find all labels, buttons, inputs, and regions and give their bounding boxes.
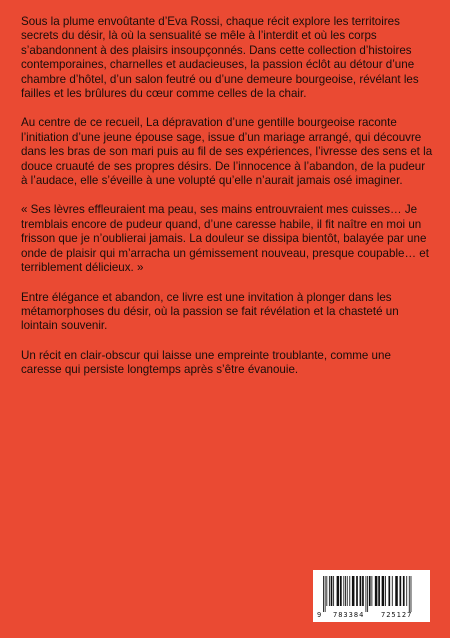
barcode-bar xyxy=(388,576,390,606)
barcode-first-digit: 9 xyxy=(317,611,322,619)
barcode-bar xyxy=(382,576,385,606)
barcode-left-group: 783384 xyxy=(333,611,365,619)
barcode-bar xyxy=(326,576,327,606)
barcode-bar xyxy=(356,576,358,606)
barcode-bar xyxy=(406,576,407,606)
barcode-bar xyxy=(333,576,334,606)
barcode-bar xyxy=(345,576,346,606)
barcode-bar xyxy=(378,576,380,606)
barcode-bar xyxy=(395,576,398,606)
paragraph-intro: Sous la plume envoûtante d’Eva Rossi, chaque récit explore les territoires secrets du désir, là où la sensualité se mêle à l’interdit et où les corps s’abandonnent à des plaisirs insoupçonnés. Dans cette collection d’histoires contemporaines, charnelles et audacieuses, la passion éclôt au détour d’une chambre d’hôtel, d’un salon feutré ou d’une demeure bourgeoise, révélant les failles et les brûlures du cœur comme celles de la chair. xyxy=(21,15,419,101)
barcode-bar xyxy=(375,576,378,606)
barcode-bar xyxy=(360,576,362,606)
barcode-bar xyxy=(371,576,372,606)
paragraph-invitation: Entre élégance et abandon, ce livre est une invitation à plonger dans les métamorphoses du désir, où la passion se fait révélation et la chasteté un lointain souvenir. xyxy=(21,290,399,333)
barcode-bar xyxy=(400,576,402,606)
paragraph-excerpt: « Ses lèvres effleuraient ma peau, ses mains entrouvraient mes cuisses… Je tremblais encore de pudeur quand, d’une caresse habile, il fit naître en moi un frisson que je n’oublierai jamais. La douleur se dissipa bientôt, balayée par une onde de plaisir qui m’arracha un gémissement nouveau, presque coupable… et terriblement délicieux. » xyxy=(21,203,429,275)
barcode-right-group: 725127 xyxy=(381,611,413,619)
barcode-bar xyxy=(325,576,326,612)
barcode-bar xyxy=(331,576,333,606)
barcode-digits xyxy=(317,611,426,619)
barcode-bar xyxy=(366,576,367,612)
barcode-bar xyxy=(392,576,393,606)
barcode-bar xyxy=(403,576,405,606)
barcode-bar xyxy=(340,576,342,606)
barcode-bar xyxy=(367,576,368,612)
barcode-bars xyxy=(323,576,420,612)
back-cover-text xyxy=(21,15,434,393)
barcode-bar xyxy=(352,576,355,606)
barcode-bar xyxy=(347,576,348,606)
paragraph-closing: Un récit en clair-obscur qui laisse une empreinte troublante, comme une caresse qui persiste longtemps après s’être évanouie. xyxy=(21,348,391,377)
barcode-bar xyxy=(343,576,344,606)
barcode-bar xyxy=(329,576,330,606)
isbn-barcode xyxy=(313,570,430,622)
barcode-bar xyxy=(337,576,340,606)
barcode-bar xyxy=(369,576,371,606)
barcode-bar xyxy=(349,576,350,606)
paragraph-summary: Au centre de ce recueil, La dépravation d’une gentille bourgeoise raconte l’initiation d’une jeune épouse sage, issue d’un mariage arrangé, qui découvre dans les bras de son mari puis au fil de ses expériences, l’ivresse des sens et la douce cruauté de ses propres désirs. De l’innocence à l’abandon, de la pudeur à l’audace, elle s’éveille à une volupté qu’elle n’aurait jamais osé imaginer. xyxy=(21,116,433,188)
barcode-bar xyxy=(385,576,386,606)
barcode-bar xyxy=(409,576,410,612)
barcode-bar xyxy=(411,576,412,612)
barcode-bar xyxy=(362,576,364,606)
barcode-bar xyxy=(323,576,324,612)
